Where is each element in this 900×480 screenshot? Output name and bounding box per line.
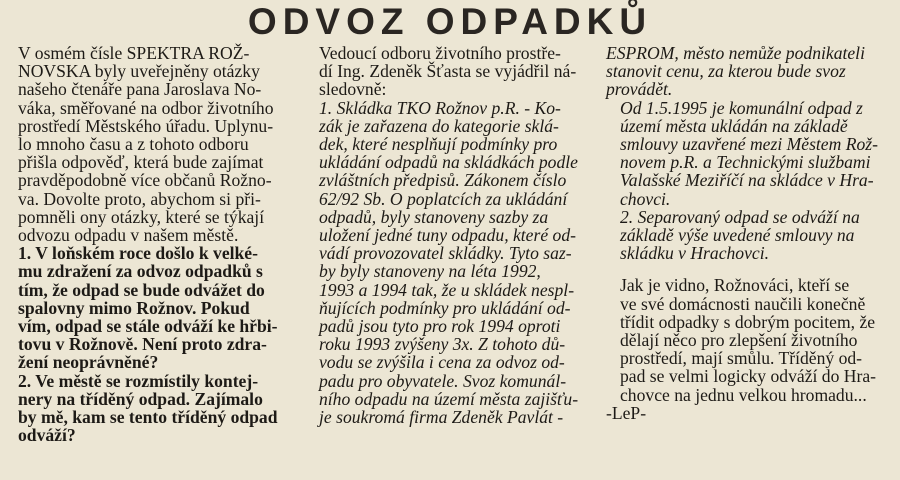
text-line: 2. Separovaný odpad se odváží na [620,206,860,227]
question-1-paragraph [4,244,294,371]
paragraph-gap [606,262,898,276]
text-line: chovce na jednu velkou hromadu... [620,384,867,405]
text-line: stanovit cenu, za kterou bude svoz [606,61,846,82]
article-column-3 [606,44,898,422]
text-line: prostředí, mají smůlu. Tříděný od- [620,348,863,369]
text-line: našeho čtenáře pana Jaroslava No- [18,79,262,100]
article-column-2 [305,44,591,426]
text-line: pomněli ony otázky, které se týkají [18,206,265,227]
text-line: tovu v Rožnově. Není proto zdra- [18,334,267,355]
text-line: prostředí Městského úřadu. Uplynu- [18,115,274,136]
text-line: 1. Skládka TKO Rožnov p.R. - Ko- [319,97,561,118]
text-line: odváží? [18,425,76,446]
text-line: základě výše uvedené smlouvy na [620,225,855,246]
text-line: odvozu odpadu v našem městě. [18,225,239,246]
conclusion-paragraph [606,276,898,403]
text-line: Valašské Meziříčí na skládce v Hra- [620,170,874,191]
text-line: dek, které nesplňují podmínky pro [319,134,558,155]
text-line: ve své domácnosti naučili konečně [620,293,866,314]
text-line: va. Dovolte proto, abychom si při- [18,188,261,209]
text-line: je soukromá firma Zdeněk Pavlát - [319,407,564,428]
landfill-paragraph [606,99,898,208]
text-line: váka, směřované na odbor životního [18,97,274,118]
text-line: 1993 a 1994 tak, že u skládek nespl- [319,279,575,300]
text-line: padu pro obyvatele. Svoz komunál- [319,370,567,391]
intro-paragraph [4,44,294,244]
answer-1-continued-paragraph [606,44,898,99]
text-line: vím, odpad se stále odváží ke hřbi- [18,316,278,337]
author-signature: -LeP- [606,402,647,423]
text-line: smlouvy uzavřené mezi Městem Rož- [620,134,878,155]
text-line: sledovně: [319,79,387,100]
text-line: by mě, kam se tento tříděný odpad [18,407,278,428]
text-line: uložení jedné tuny odpadu, které od- [319,225,576,246]
text-line: žení neoprávněné? [18,352,159,373]
text-line: roku 1993 zvýšeny 3x. Z tohoto dů- [319,334,566,355]
text-line: území města ukládán na základě [620,115,848,136]
text-line: vodu se zvýšila i cena za odvoz od- [319,352,565,373]
text-line: nery na tříděný odpad. Zajímalo [18,388,263,409]
text-line: NOVSKA byly uveřejněny otázky [18,61,260,82]
text-line: 62/92 Sb. O poplatcích za ukládání [319,188,568,209]
text-line: chovci. [620,188,671,209]
text-line: přišla odpověď, která bude zajímat [18,152,264,173]
text-line: Jak je vidno, Rožnováci, kteří se [620,275,850,296]
text-line: ňujících podmínky pro ukládání od- [319,297,571,318]
text-line: spalovny mimo Rožnov. Pokud [18,297,250,318]
answer-1-paragraph [305,99,591,427]
text-line: zák je zařazena do kategorie sklá- [319,115,559,136]
text-line: 2. Ve městě se rozmístily kontej- [18,370,259,391]
article-headline: ODVOZ ODPADKŮ [247,1,653,42]
text-line: dí Ing. Zdeněk Šťasta se vyjádřil ná- [319,61,577,82]
text-line: pravděpodobně více občanů Rožno- [18,170,272,191]
reply-intro-paragraph [305,44,591,99]
text-line: pad se velmi logicky odváží do Hra- [620,366,877,387]
article-column-1 [4,44,294,444]
text-line: by byly stanoveny na léta 1992, [319,261,541,282]
text-line: provádět. [606,79,673,100]
text-line: Vedoucí odboru životního prostře- [319,43,561,63]
text-line: třídit odpadky s dobrým pocitem, že [620,311,876,332]
text-line: tím, že odpad se bude odvážet do [18,279,265,300]
text-line: zvláštních předpisů. Zákonem číslo [319,170,567,191]
text-line: V osmém čísle SPEKTRA ROŽ- [18,43,250,63]
text-line: ukládání odpadů na skládkách podle [319,152,578,173]
answer-2-paragraph [606,208,898,263]
text-line: 1. V loňském roce došlo k velké- [18,243,258,264]
question-2-paragraph [4,372,294,445]
text-line: Od 1.5.1995 je komunální odpad z [620,97,863,118]
text-line: padů jsou tyto pro rok 1994 oproti [319,316,561,337]
text-line: skládku v Hrachovci. [620,243,770,264]
text-line: odpadů, byly stanoveny sazby za [319,206,549,227]
text-line: dělají něco pro zlepšení životního [620,330,858,351]
text-line: novem p.R. a Technickými službami [620,152,871,173]
text-line: ESPROM, město nemůže podnikateli [606,43,865,63]
text-line: mu zdražení za odvoz odpadků s [18,261,263,282]
text-line: ního odpadu na území města zajišťu- [319,388,579,409]
text-line: vádí provozovatel skládky. Tyto saz- [319,243,572,264]
text-line: lo mnoho času a z tohoto odboru [18,134,249,155]
